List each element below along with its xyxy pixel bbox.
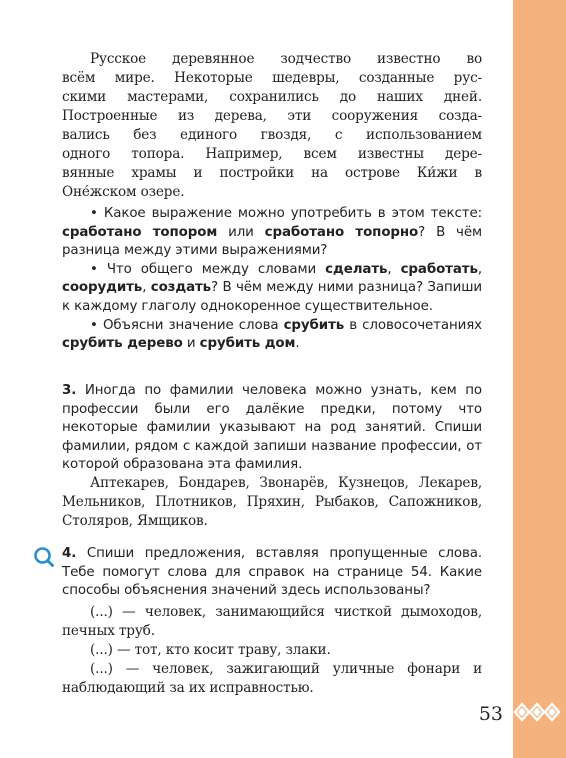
task-3 [62, 382, 482, 475]
bold-term: создать [150, 280, 212, 296]
bullet: • [90, 317, 98, 333]
sentence-item: (...) — тот, кто косит траву, злаки. [90, 642, 331, 658]
sentence-item: (...) — человек, зажигающий уличные фонари и наблюдающий за их исправностью. [62, 661, 482, 696]
intro-line: всём мире. Некоторые шедевры, созданные рус- [62, 70, 482, 86]
question-1: • Какое выражение можно употребить в этом тексте: сработано топором или сработано топорно? В чём разница между этими выражениями? [62, 206, 482, 259]
side-color-strip [513, 0, 566, 758]
task-number: 4. [62, 546, 77, 561]
questions-block [62, 205, 482, 354]
diamond-ornament [513, 702, 561, 722]
intro-line: скими мастерами, сохранились до наших дней. [62, 89, 482, 105]
surnames-text: Аптекарев, Бондарев, Звонарёв, Кузнецов, Лекарев, Мельников, Плотников, Пряхин, Рыбаков, Сапожников, Столяров, Ямщиков. [62, 475, 482, 529]
task-number: 3. [62, 383, 77, 398]
intro-line: вались без единого гвоздя, с использованием [62, 127, 482, 143]
bold-term: сработано топорно [264, 224, 419, 240]
bold-term: сработать [400, 261, 478, 277]
task-3-instruction: 3. Иногда по фамилии человека можно узнать, кем по профессии были его далёкие предки, потому что некоторые фамилии указывают на род занятий. Спиши фамилии, рядом с каждой запиши название профессии, от которой образована эта фамилия. [62, 383, 482, 473]
bold-term: сработано топором [62, 224, 218, 240]
bold-term: срубить дерево [62, 336, 183, 352]
surnames-list [62, 474, 482, 531]
sentence-item: (...) — человек, занимающийся чисткой дымоходов, печных труб. [62, 604, 482, 639]
bold-term: сделать [325, 261, 388, 277]
bullet: • [90, 261, 98, 277]
question-3: • Объясни значение слова срубить в словосочетаниях срубить дерево и срубить дом. [62, 317, 482, 352]
bullet: • [90, 206, 98, 221]
intro-paragraph [62, 50, 482, 202]
task-4 [62, 545, 482, 601]
bold-term: срубить дом [199, 336, 296, 352]
intro-line: Оне́жском озере. [62, 184, 185, 200]
bold-term: соорудить [62, 280, 143, 296]
intro-line: вянные храмы и постройки на острове Ки́жи в [62, 165, 482, 181]
bold-term: срубить [283, 317, 345, 333]
intro-line: одного топора. Например, всем известны дере- [62, 146, 482, 162]
search-icon [33, 546, 55, 568]
intro-line: Русское деревянное зодчество известно во [90, 51, 482, 67]
intro-line: Построенные из дерева, эти сооружения созда- [62, 108, 482, 124]
page-number: 53 [478, 703, 503, 725]
task-4-instruction: 4. Спиши предложения, вставляя пропущенные слова. Тебе помогут слова для справок на странице 54. Какие способы объяснения значений здесь использованы? [62, 546, 482, 599]
question-2: • Что общего между словами сделать, сработать, соорудить, создать? В чём между ними разница? Запиши к каждому глаголу однокоренное существительное. [62, 261, 482, 314]
task-4-sentences [62, 603, 482, 698]
